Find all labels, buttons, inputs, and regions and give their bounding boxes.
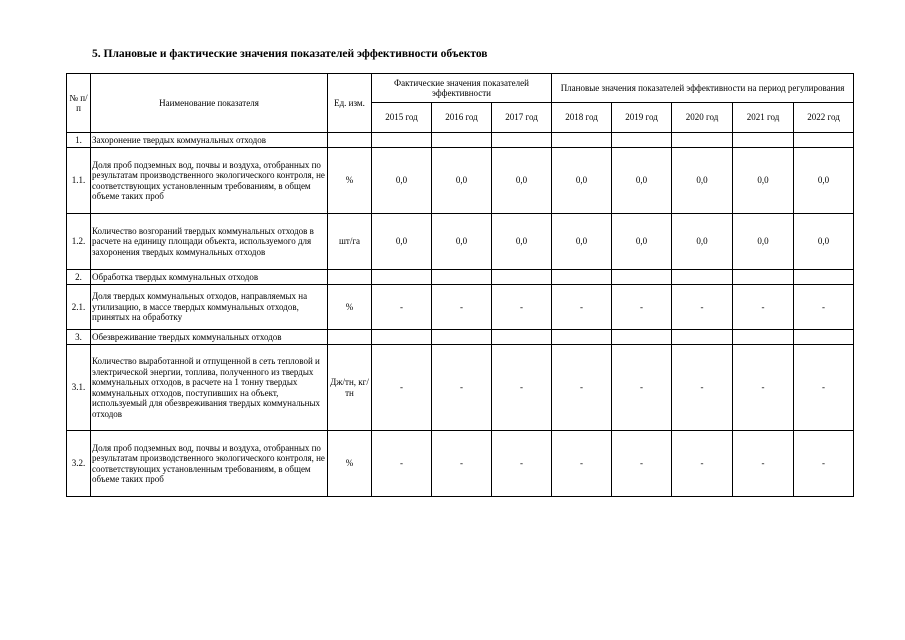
value-cell bbox=[492, 133, 552, 148]
header-year: 2021 год bbox=[733, 103, 794, 133]
value-cell: 0,0 bbox=[492, 148, 552, 214]
value-cell: - bbox=[672, 345, 733, 431]
value-cell bbox=[794, 330, 854, 345]
header-year: 2020 год bbox=[672, 103, 733, 133]
table-row bbox=[67, 285, 854, 330]
header-year: 2018 год bbox=[552, 103, 612, 133]
kpi-table bbox=[66, 73, 854, 497]
value-cell: 0,0 bbox=[372, 148, 432, 214]
value-cell: - bbox=[492, 345, 552, 431]
header-year: 2015 год bbox=[372, 103, 432, 133]
indicator-name: Доля твердых коммунальных отходов, направляемых на утилизацию, в массе твердых коммунальных отходов, принятых на обработку bbox=[91, 285, 328, 330]
value-cell bbox=[552, 270, 612, 285]
value-cell: - bbox=[372, 285, 432, 330]
value-cell: 0,0 bbox=[612, 148, 672, 214]
table-row bbox=[67, 214, 854, 270]
value-cell bbox=[372, 133, 432, 148]
indicator-name: Количество возгораний твердых коммунальных отходов в расчете на единицу площади объекта, используемого для захоронения твердых коммунальных отходов bbox=[91, 214, 328, 270]
value-cell: - bbox=[733, 285, 794, 330]
value-cell bbox=[612, 133, 672, 148]
unit-cell: % bbox=[328, 148, 372, 214]
row-num: 3.1. bbox=[67, 345, 91, 431]
row-num: 1.1. bbox=[67, 148, 91, 214]
value-cell bbox=[612, 270, 672, 285]
value-cell: - bbox=[552, 345, 612, 431]
value-cell: 0,0 bbox=[794, 148, 854, 214]
row-num: 3. bbox=[67, 330, 91, 345]
value-cell: - bbox=[492, 431, 552, 497]
row-num: 2.1. bbox=[67, 285, 91, 330]
value-cell: - bbox=[552, 431, 612, 497]
value-cell bbox=[432, 330, 492, 345]
unit-cell bbox=[328, 133, 372, 148]
table-row bbox=[67, 431, 854, 497]
table-row bbox=[67, 345, 854, 431]
section-row bbox=[67, 330, 854, 345]
value-cell: - bbox=[794, 431, 854, 497]
value-cell: 0,0 bbox=[432, 148, 492, 214]
header-year: 2019 год bbox=[612, 103, 672, 133]
unit-cell: % bbox=[328, 285, 372, 330]
value-cell: - bbox=[672, 431, 733, 497]
value-cell: 0,0 bbox=[432, 214, 492, 270]
value-cell bbox=[492, 330, 552, 345]
value-cell bbox=[733, 133, 794, 148]
header-year: 2017 год bbox=[492, 103, 552, 133]
indicator-name: Доля проб подземных вод, почвы и воздуха, отобранных по результатам производственного экологического контроля, не соответствующих установленным требованиям, в общем объеме таких проб bbox=[91, 431, 328, 497]
unit-cell: Дж/тн, кг/тн bbox=[328, 345, 372, 431]
value-cell bbox=[672, 133, 733, 148]
value-cell bbox=[733, 270, 794, 285]
unit-cell bbox=[328, 270, 372, 285]
header-name: Наименование показателя bbox=[91, 74, 328, 133]
value-cell bbox=[432, 133, 492, 148]
value-cell: - bbox=[372, 431, 432, 497]
row-num: 3.2. bbox=[67, 431, 91, 497]
value-cell bbox=[672, 270, 733, 285]
table-row bbox=[67, 148, 854, 214]
value-cell: 0,0 bbox=[612, 214, 672, 270]
value-cell bbox=[432, 270, 492, 285]
value-cell bbox=[552, 330, 612, 345]
value-cell bbox=[372, 270, 432, 285]
value-cell: 0,0 bbox=[672, 214, 733, 270]
value-cell bbox=[733, 330, 794, 345]
section-title: Захоронение твердых коммунальных отходов bbox=[91, 133, 328, 148]
header-num: № п/п bbox=[67, 74, 91, 133]
value-cell: 0,0 bbox=[733, 148, 794, 214]
value-cell: 0,0 bbox=[672, 148, 733, 214]
value-cell: - bbox=[432, 285, 492, 330]
value-cell: - bbox=[794, 285, 854, 330]
section-row bbox=[67, 270, 854, 285]
header-unit: Ед. изм. bbox=[328, 74, 372, 133]
value-cell: - bbox=[612, 431, 672, 497]
value-cell: - bbox=[733, 345, 794, 431]
value-cell: - bbox=[432, 345, 492, 431]
section-row bbox=[67, 133, 854, 148]
value-cell: - bbox=[552, 285, 612, 330]
value-cell bbox=[794, 133, 854, 148]
section-title: Обезвреживание твердых коммунальных отходов bbox=[91, 330, 328, 345]
value-cell: - bbox=[432, 431, 492, 497]
header-year: 2016 год bbox=[432, 103, 492, 133]
value-cell bbox=[794, 270, 854, 285]
indicator-name: Количество выработанной и отпущенной в сеть тепловой и электрической энергии, топлива, полученного из твердых коммунальных отходов, в расчете на 1 тонну твердых коммунальных отходов, поступивших на объект, используемый для обезвреживания твердых коммунальных отходов bbox=[91, 345, 328, 431]
value-cell: - bbox=[672, 285, 733, 330]
unit-cell: % bbox=[328, 431, 372, 497]
header-actual-group: Фактические значения показателей эффективности bbox=[372, 74, 552, 103]
value-cell: - bbox=[612, 285, 672, 330]
header-planned-group: Плановые значения показателей эффективности на период регулирования bbox=[552, 74, 854, 103]
section-title: Обработка твердых коммунальных отходов bbox=[91, 270, 328, 285]
row-num: 1.2. bbox=[67, 214, 91, 270]
unit-cell bbox=[328, 330, 372, 345]
value-cell: - bbox=[794, 345, 854, 431]
row-num: 1. bbox=[67, 133, 91, 148]
value-cell: 0,0 bbox=[794, 214, 854, 270]
value-cell bbox=[492, 270, 552, 285]
value-cell bbox=[672, 330, 733, 345]
value-cell bbox=[372, 330, 432, 345]
value-cell: - bbox=[492, 285, 552, 330]
page-title: 5. Плановые и фактические значения показателей эффективности объектов bbox=[92, 48, 488, 60]
value-cell: - bbox=[733, 431, 794, 497]
indicator-name: Доля проб подземных вод, почвы и воздуха, отобранных по результатам производственного экологического контроля, не соответствующих установленным требованиям, в общем объеме таких проб bbox=[91, 148, 328, 214]
unit-cell: шт/га bbox=[328, 214, 372, 270]
value-cell: 0,0 bbox=[552, 214, 612, 270]
header-year: 2022 год bbox=[794, 103, 854, 133]
row-num: 2. bbox=[67, 270, 91, 285]
value-cell: 0,0 bbox=[492, 214, 552, 270]
value-cell: 0,0 bbox=[733, 214, 794, 270]
value-cell: 0,0 bbox=[552, 148, 612, 214]
value-cell: 0,0 bbox=[372, 214, 432, 270]
value-cell: - bbox=[612, 345, 672, 431]
value-cell bbox=[552, 133, 612, 148]
value-cell bbox=[612, 330, 672, 345]
value-cell: - bbox=[372, 345, 432, 431]
